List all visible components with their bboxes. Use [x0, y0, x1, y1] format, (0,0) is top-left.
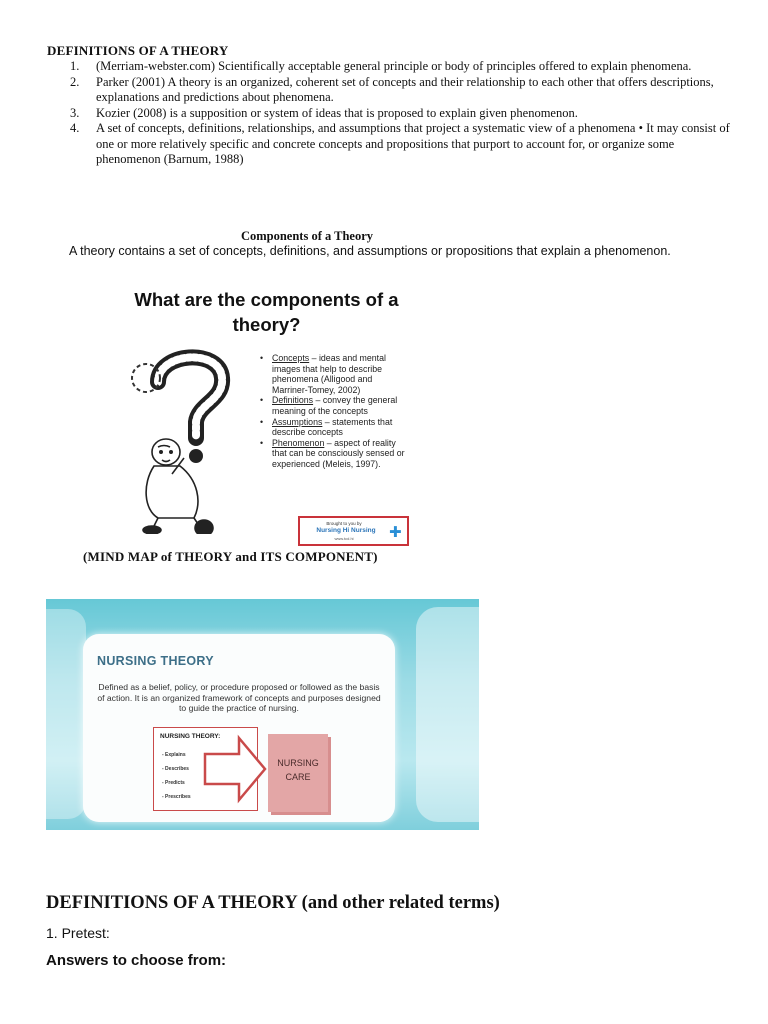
- definition-item: [70, 59, 730, 75]
- definition-text: A set of concepts, definitions, relationships, and assumptions that project a systematic view of a phenomena • It may consist of one or more relatively specific and concrete concepts and propositions that purport to account for, or organize some phenomenon (Barnum, 1988): [96, 121, 730, 166]
- definition-number: 3.: [70, 105, 80, 120]
- care-line: NURSING: [277, 758, 319, 768]
- nursing-care-box: [268, 734, 328, 812]
- decorative-panel: [416, 607, 479, 822]
- components-description: A theory contains a set of concepts, definitions, and assumptions or propositions that explain a phenomenon.: [69, 244, 671, 258]
- bullet-phenomenon: • Phenomenon – aspect of reality that can be consciously sensed or experienced (Meleis, 1997).: [260, 437, 405, 469]
- box-list-item: - Describes: [162, 766, 189, 772]
- box-list-item: - Prescribes: [162, 794, 191, 800]
- slide-body-text: Defined as a belief, policy, or procedure proposed or followed as the basis of action. It is an organized framework of concepts and purposes designed to guide the practice of nursing.: [97, 682, 381, 714]
- box-title: NURSING THEORY:: [160, 733, 221, 740]
- slide-title: What are the components of a theory?: [134, 289, 399, 335]
- components-slide-image: [120, 278, 413, 548]
- box-list: [162, 748, 191, 804]
- decorative-panel: [46, 609, 86, 819]
- mind-map-caption: (MIND MAP of THEORY and ITS COMPONENT): [83, 549, 378, 564]
- definitions-list: [70, 59, 730, 168]
- definition-item: [70, 75, 730, 106]
- slide-card: [83, 634, 395, 822]
- bullet-text: – statements that describe concepts: [272, 416, 393, 438]
- bullet-concepts: • Concepts – ideas and mental images that help to describe phenomena (Alligood and Marriner-Tomey, 2002): [260, 353, 386, 395]
- box-list-item: - Explains: [162, 752, 186, 758]
- plus-cross-icon: ✚: [389, 524, 402, 541]
- thinking-man-illustration: [128, 334, 248, 534]
- brand-logo-box: [298, 516, 409, 546]
- related-terms-heading: DEFINITIONS OF A THEORY (and other related terms): [46, 893, 500, 913]
- definition-number: 1.: [70, 59, 80, 73]
- care-line: CARE: [285, 772, 311, 782]
- definition-number: 2.: [70, 74, 80, 89]
- bullet-text: – ideas and mental images that help to describe phenomena (Alligood and Marriner-Tomey, 2002): [272, 353, 386, 395]
- bullet-definitions: • Definitions – convey the general meaning of the concepts: [260, 395, 398, 416]
- definition-number: 4.: [70, 121, 80, 135]
- bullet-term: Phenomenon: [272, 437, 325, 448]
- bullet-text: – convey the general meaning of the concepts: [272, 395, 398, 416]
- definition-item: [70, 106, 730, 122]
- components-bullet-list: [260, 353, 410, 470]
- definition-text: Kozier (2008) is a supposition or system of ideas that is proposed to explain given phenomenon.: [96, 105, 578, 120]
- pretest-label: 1. Pretest:: [46, 925, 110, 941]
- bullet-term: Definitions: [272, 395, 314, 406]
- bullet-term: Concepts: [272, 353, 310, 363]
- definition-text: Parker (2001) A theory is an organized, coherent set of concepts and their relationship to each other that offers descriptions, explanations and predictions about phenomena.: [96, 74, 714, 104]
- definition-item: [70, 121, 730, 168]
- nursing-care-label: [268, 756, 328, 784]
- components-title: Components of a Theory: [240, 229, 374, 243]
- brand-name: Nursing Hi Nursing: [316, 527, 376, 534]
- answers-label: Answers to choose from:: [46, 952, 227, 969]
- right-arrow-icon: [203, 734, 267, 804]
- definition-text: (Merriam-webster.com) Scientifically acceptable general principle or body of principles offered to explain phenomena.: [96, 59, 692, 73]
- bullet-assumptions: • Assumptions – statements that describe concepts: [260, 416, 393, 438]
- bullet-text: – aspect of reality that can be consciously sensed or experienced (Meleis, 1997).: [272, 437, 405, 469]
- slide-title: NURSING THEORY: [97, 654, 214, 668]
- brand-tagline: www.tcd.hi: [334, 536, 354, 541]
- box-list-item: - Predicts: [162, 780, 185, 786]
- nursing-theory-slide-image: [46, 599, 479, 830]
- brand-byline: Brought to you by: [326, 521, 362, 526]
- bullet-term: Assumptions: [272, 416, 323, 427]
- definitions-heading: DEFINITIONS OF A THEORY: [47, 43, 229, 58]
